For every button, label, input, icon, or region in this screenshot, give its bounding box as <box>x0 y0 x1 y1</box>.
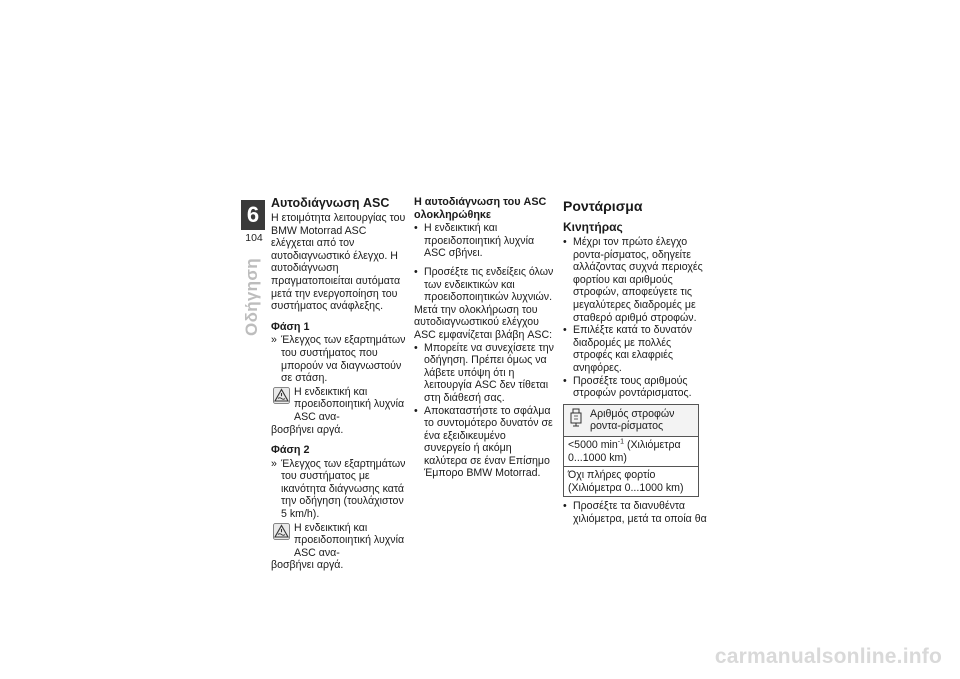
phase2-heading: Φάση 2 <box>271 444 310 457</box>
diagnosis-complete-heading: Η αυτοδιάγνωση του ASC ολοκληρώθηκε <box>414 196 547 221</box>
section-side-title <box>237 258 267 336</box>
phase1-indicator-text-rest: βοσβήνει αργά. <box>271 423 344 436</box>
phase2-steps <box>271 458 407 521</box>
table-header <box>564 405 698 437</box>
list-item: • Επιλέξτε κατά το δυνατόν διαδρομές με πολλές στροφές και ελαφριές ανηφόρες. <box>563 324 711 374</box>
section-side-title-text: Οδήγηση <box>242 258 261 336</box>
phase2-indicator-text-rest: βοσβήνει αργά. <box>271 559 344 572</box>
phase1-heading: Φάση 1 <box>271 320 310 333</box>
phase2-indicator-text: Η ενδεικτική και προειδοποιητική λυχνία ASC ανα- <box>294 521 405 559</box>
phase1-indicator-note <box>271 386 407 424</box>
phase1-steps <box>271 334 407 384</box>
phase2-indicator-note <box>271 522 407 560</box>
asc-heading: Αυτοδιάγνωση ASC <box>271 196 390 210</box>
engine-bullets-continued <box>563 500 711 525</box>
chapter-number-tab: 6 <box>241 200 265 230</box>
list-item: • Μπορείτε να συνεχίσετε την οδήγηση. Πρέπει όμως να λάβετε υπόψη ότι η λειτουργία ASC δεν τίθεται στη διάθεσή σας. <box>414 342 554 405</box>
column-running-in <box>563 196 711 525</box>
diagnosis-complete-bullets <box>414 222 554 304</box>
asc-fault-text: Μετά την ολοκλήρωση του αυτοδιαγνωστικού ελέγχου ASC εμφανίζεται βλάβη ASC: <box>414 303 553 341</box>
asc-warning-light-icon <box>273 523 290 540</box>
column-asc-diagnosis-complete <box>414 196 554 480</box>
table-row <box>564 437 698 467</box>
phase1-indicator-text: Η ενδεικτική και προειδοποιητική λυχνία ASC ανα- <box>294 385 405 423</box>
list-item: • Η ενδεικτική και προειδοποιητική λυχνία ASC σβήνει. <box>414 222 554 260</box>
engine-speed-icon <box>568 408 586 433</box>
list-item: • Προσέξτε τις ενδείξεις όλων των ενδεικτικών και προειδοποιητικών λυχνιών. <box>414 266 554 304</box>
asc-warning-light-icon <box>273 387 290 404</box>
phase1-step: » Έλεγχος των εξαρτημάτων του συστήματος που μπορούν να διαγνωστούν σε στάση. <box>271 334 407 384</box>
table-header-text: Αριθμός στροφών ροντα-ρίσματος <box>590 407 675 433</box>
table-cell-rpm-exponent: -1 <box>617 438 625 446</box>
column-asc-self-diagnosis <box>271 196 407 572</box>
watermark: carmanualsonline.info <box>714 645 942 668</box>
table-row <box>564 467 698 496</box>
running-in-heading: Ροντάρισμα <box>563 198 643 214</box>
asc-intro: Η ετοιμότητα λειτουργίας του BMW Motorrad ASC ελέγχεται από τον αυτοδιαγνωστικό έλεγχο. Η αυτοδιάγνωση πραγματοποιείται αυτόματα μετά την ενεργοποίηση του συστήματος ανάφλεξης. <box>271 212 406 313</box>
list-item: • Προσέξτε τους αριθμούς στροφών ροντάρισματος. <box>563 375 711 400</box>
page-number: 104 <box>245 232 263 244</box>
asc-fault-bullets <box>414 342 554 481</box>
engine-subheading: Κινητήρας <box>563 220 623 234</box>
phase2-step: » Έλεγχος των εξαρτημάτων του συστήματος με ικανότητα διάγνωσης κατά την οδήγηση (τουλάχιστον 5 km/h). <box>271 458 407 521</box>
list-item: • Αποκαταστήστε το σφάλμα το συντομότερο δυνατόν σε ένα εξειδικευμένο συνεργείο ή ακόμη καλύτερα σε έναν Επίσημο Έμπορο BMW Motorrad. <box>414 405 554 481</box>
list-item: • Προσέξτε τα διανυθέντα χιλιόμετρα, μετά τα οποία θα <box>563 500 711 525</box>
table-cell-rpm: <5000 min <box>568 438 618 451</box>
running-in-speed-table <box>563 404 699 498</box>
table-cell-rpm-range: (Χιλιόμετρα 0...1000 km) <box>568 438 681 464</box>
table-cell-load: Όχι πλήρες φορτίο (Χιλιόμετρα 0...1000 km) <box>568 469 684 494</box>
list-item: • Μέχρι τον πρώτο έλεγχο ροντα-ρίσματος, οδηγείτε αλλάζοντας συχνά περιοχές φορτίου και αριθμούς στροφών, αποφεύγετε τις μεγαλύτερες διαδρομές με σταθερό αριθμό στροφών. <box>563 236 711 324</box>
engine-bullets <box>563 236 711 400</box>
